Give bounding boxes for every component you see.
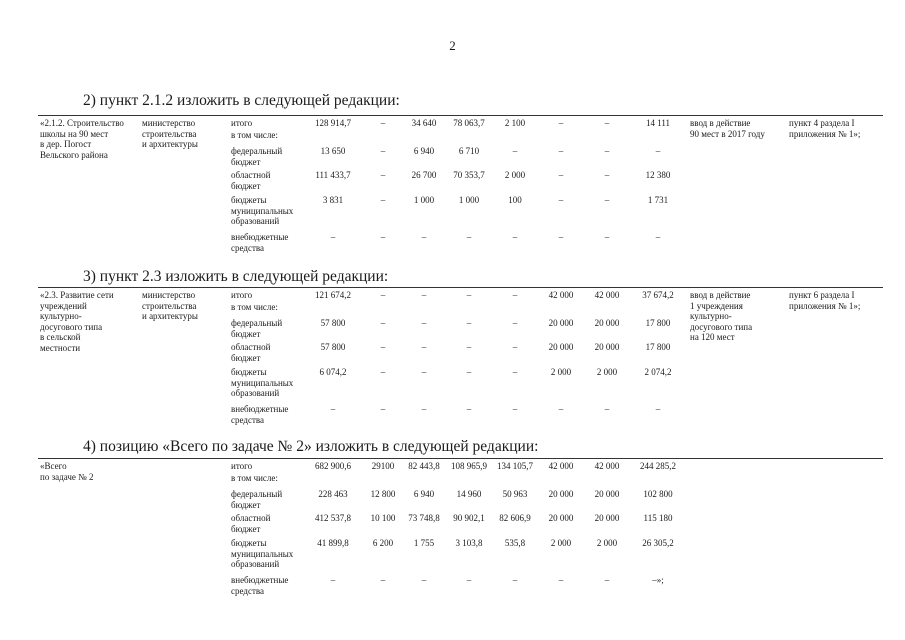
value-cell: – [558, 170, 564, 180]
row-label: итого [231, 118, 253, 128]
value-cell: 17 800 [645, 318, 671, 328]
value-cell: – [512, 290, 518, 300]
value-cell: – [380, 575, 386, 585]
value-cell: 20 000 [548, 489, 574, 499]
value-cell: 2 000 [596, 538, 618, 548]
value-cell: 20 000 [594, 342, 620, 352]
value-cell: – [466, 318, 472, 328]
table-top-rule [38, 115, 883, 116]
result-cell: ввод в действие 1 учреждения культурно- досугового типа на 120 мест [690, 290, 753, 342]
value-cell: 100 [508, 195, 522, 205]
value-cell: 12 380 [645, 170, 671, 180]
value-cell: – [380, 342, 386, 352]
value-cell: 26 700 [411, 170, 437, 180]
data-table [0, 458, 905, 600]
value-cell: 1 000 [413, 195, 435, 205]
value-cell: 2 000 [550, 538, 572, 548]
value-cell: 682 900,6 [315, 461, 351, 471]
value-cell: 41 899,8 [317, 538, 349, 548]
row-label: федеральный бюджет [231, 146, 283, 167]
result-cell: ввод в действие 90 мест в 2017 году [690, 118, 765, 139]
value-cell: – [380, 290, 386, 300]
value-cell: – [421, 290, 427, 300]
value-cell: 2 000 [550, 367, 572, 377]
value-cell: 121 674,2 [315, 290, 351, 300]
value-cell: 14 960 [456, 489, 482, 499]
value-cell: – [380, 170, 386, 180]
row-label: итого [231, 461, 253, 471]
value-cell: – [380, 118, 386, 128]
row-label: областной бюджет [231, 170, 271, 191]
executor-cell: министерство строительства и архитектуры [142, 118, 198, 149]
value-cell: 10 100 [370, 513, 396, 523]
value-cell: 57 800 [320, 318, 346, 328]
row-label: бюджеты муниципальных образований [231, 538, 294, 569]
value-cell: – [558, 232, 564, 242]
note-cell: пункт 6 раздела I приложения № 1»; [789, 290, 861, 311]
data-table [0, 287, 905, 430]
value-cell: 108 965,9 [451, 461, 487, 471]
value-cell: – [512, 404, 518, 414]
value-cell: 2 000 [504, 170, 526, 180]
value-cell: – [380, 367, 386, 377]
value-cell: 17 800 [645, 342, 671, 352]
value-cell: 6 940 [413, 489, 435, 499]
value-cell: – [380, 318, 386, 328]
value-cell: 111 433,7 [315, 170, 351, 180]
value-cell: – [604, 146, 610, 156]
value-cell: 20 000 [594, 513, 620, 523]
row-label: внебюджетные средства [231, 575, 289, 596]
value-cell: 2 000 [596, 367, 618, 377]
note-cell: пункт 4 раздела I приложения № 1»; [789, 118, 861, 139]
page-number: 2 [449, 38, 456, 53]
value-cell: – [512, 575, 518, 585]
value-cell: – [655, 232, 661, 242]
value-cell: – [380, 195, 386, 205]
row-label: итого [231, 290, 253, 300]
value-cell: – [604, 232, 610, 242]
value-cell: – [655, 404, 661, 414]
row-label: в том числе: [231, 473, 278, 483]
value-cell: 6 200 [372, 538, 394, 548]
value-cell: 3 103,8 [455, 538, 483, 548]
value-cell: –»; [652, 575, 664, 585]
value-cell: – [421, 404, 427, 414]
value-cell: 14 111 [645, 118, 671, 128]
value-cell: – [604, 575, 610, 585]
value-cell: – [466, 232, 472, 242]
row-label: бюджеты муниципальных образований [231, 195, 294, 226]
value-cell: 102 800 [643, 489, 673, 499]
object-name-cell: «2.1.2. Строительство школы на 90 мест в дер. Погост Вельского района [40, 118, 124, 160]
executor-cell: министерство строительства и архитектуры [142, 290, 198, 321]
row-label: внебюджетные средства [231, 404, 289, 425]
value-cell: 228 463 [318, 489, 348, 499]
value-cell: 29100 [371, 461, 395, 471]
value-cell: – [466, 575, 472, 585]
value-cell: – [421, 367, 427, 377]
value-cell: – [380, 404, 386, 414]
value-cell: 2 074,2 [644, 367, 672, 377]
value-cell: – [604, 195, 610, 205]
value-cell: 42 000 [594, 290, 620, 300]
table-top-rule [38, 458, 883, 459]
value-cell: 1 000 [458, 195, 480, 205]
value-cell: – [466, 367, 472, 377]
object-name-cell: «Всего по задаче № 2 [40, 461, 94, 482]
value-cell: – [604, 118, 610, 128]
value-cell: – [466, 404, 472, 414]
section-heading: 4) позицию «Всего по задаче № 2» изложить в следующей редакции: [83, 438, 539, 455]
value-cell: 42 000 [548, 461, 574, 471]
value-cell: 244 285,2 [640, 461, 676, 471]
row-label: областной бюджет [231, 342, 271, 363]
value-cell: 20 000 [548, 342, 574, 352]
row-label: в том числе: [231, 302, 278, 312]
value-cell: 1 755 [413, 538, 435, 548]
row-label: федеральный бюджет [231, 489, 283, 510]
value-cell: – [380, 146, 386, 156]
value-cell: – [421, 342, 427, 352]
value-cell: – [558, 146, 564, 156]
value-cell: – [330, 232, 336, 242]
value-cell: – [512, 342, 518, 352]
value-cell: – [512, 146, 518, 156]
value-cell: – [466, 342, 472, 352]
row-label: областной бюджет [231, 513, 271, 534]
value-cell: – [330, 575, 336, 585]
value-cell: – [512, 232, 518, 242]
value-cell: 412 537,8 [315, 513, 351, 523]
value-cell: 128 914,7 [315, 118, 351, 128]
value-cell: 34 640 [411, 118, 437, 128]
value-cell: – [421, 318, 427, 328]
value-cell: – [466, 290, 472, 300]
value-cell: 82 443,8 [408, 461, 440, 471]
value-cell: 42 000 [594, 461, 620, 471]
value-cell: 12 800 [370, 489, 396, 499]
value-cell: 37 674,2 [642, 290, 674, 300]
value-cell: 70 353,7 [453, 170, 485, 180]
value-cell: 1 731 [647, 195, 669, 205]
value-cell: 535,8 [504, 538, 526, 548]
value-cell: – [330, 404, 336, 414]
value-cell: 26 305,2 [642, 538, 674, 548]
value-cell: 42 000 [548, 290, 574, 300]
value-cell: 3 831 [322, 195, 344, 205]
row-label: федеральный бюджет [231, 318, 283, 339]
value-cell: 134 105,7 [497, 461, 533, 471]
value-cell: – [558, 575, 564, 585]
value-cell: 20 000 [548, 318, 574, 328]
value-cell: – [655, 146, 661, 156]
value-cell: – [421, 232, 427, 242]
value-cell: 50 963 [502, 489, 528, 499]
value-cell: 115 180 [643, 513, 673, 523]
row-label: внебюджетные средства [231, 232, 289, 253]
value-cell: – [604, 404, 610, 414]
section-heading: 3) пункт 2.3 изложить в следующей редакции: [83, 268, 389, 285]
table-top-rule [38, 287, 883, 288]
value-cell: – [558, 118, 564, 128]
row-label: бюджеты муниципальных образований [231, 367, 294, 398]
value-cell: – [380, 232, 386, 242]
value-cell: 13 650 [320, 146, 346, 156]
value-cell: 57 800 [320, 342, 346, 352]
value-cell: – [558, 195, 564, 205]
value-cell: 73 748,8 [408, 513, 440, 523]
value-cell: – [421, 575, 427, 585]
row-label: в том числе: [231, 130, 278, 140]
section-heading: 2) пункт 2.1.2 изложить в следующей редакции: [83, 92, 400, 109]
value-cell: – [512, 318, 518, 328]
value-cell: 78 063,7 [453, 118, 485, 128]
value-cell: 6 940 [413, 146, 435, 156]
value-cell: 82 606,9 [499, 513, 531, 523]
value-cell: 6 710 [458, 146, 480, 156]
value-cell: – [604, 170, 610, 180]
value-cell: 20 000 [594, 489, 620, 499]
value-cell: – [558, 404, 564, 414]
value-cell: 20 000 [594, 318, 620, 328]
value-cell: – [512, 367, 518, 377]
object-name-cell: «2.3. Развитие сети учреждений культурно- досугового типа в сельской местности [40, 290, 114, 353]
data-table [0, 115, 905, 257]
value-cell: 6 074,2 [319, 367, 347, 377]
value-cell: 2 100 [504, 118, 526, 128]
value-cell: 90 902,1 [453, 513, 485, 523]
value-cell: 20 000 [548, 513, 574, 523]
